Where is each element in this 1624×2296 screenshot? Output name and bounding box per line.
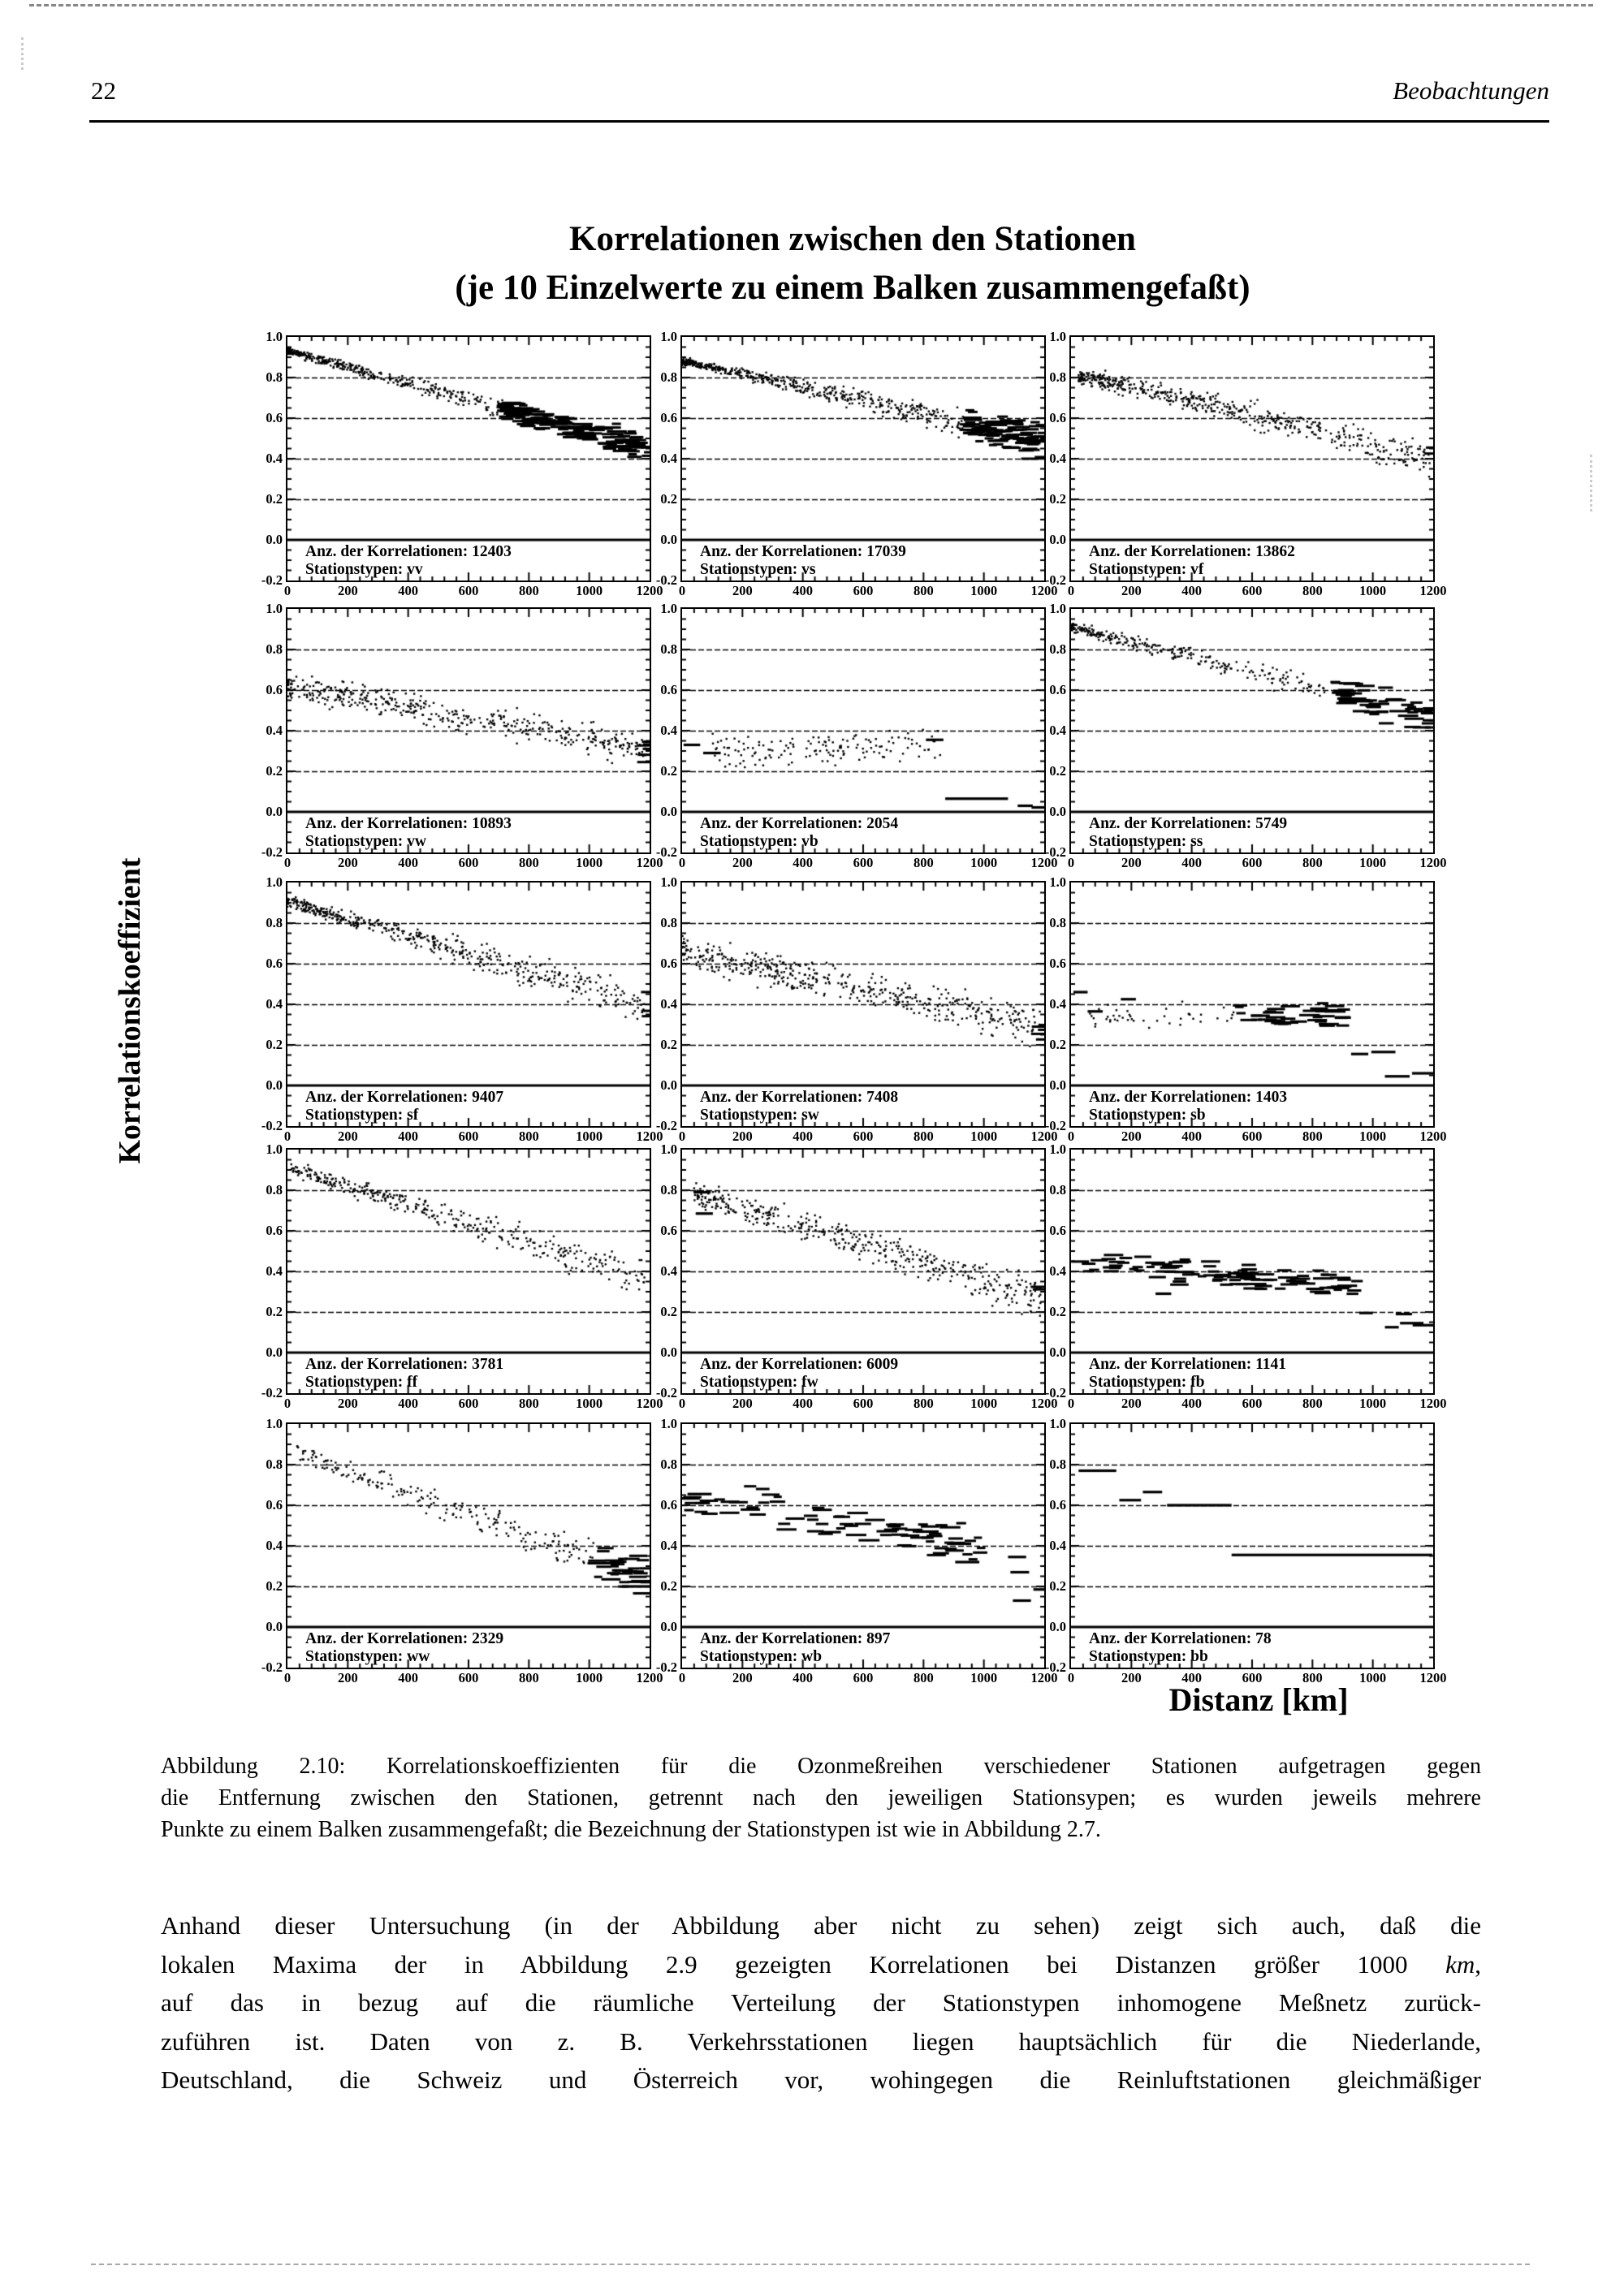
- y-tick-label: 0.0: [266, 1619, 283, 1634]
- y-tick-label: 0.2: [1049, 1037, 1066, 1052]
- y-tick-label: 0.6: [266, 1223, 283, 1238]
- y-tick-label: -0.2: [1044, 1118, 1066, 1133]
- x-tick-label: 1200: [1030, 1396, 1058, 1411]
- station-type-label: Stationstypen: ww: [305, 1648, 430, 1665]
- x-tick-label: 0: [1067, 1670, 1075, 1685]
- x-tick-label: 600: [458, 1396, 479, 1411]
- plot-annotation: [1089, 1356, 1286, 1392]
- body-line: zuführen ist. Daten von z. B. Verkehrsstationen liegen hauptsächlich für die Niederlande,: [161, 2026, 1481, 2056]
- y-tick-label: 0.0: [660, 1619, 677, 1634]
- y-tick-label: -0.2: [261, 1118, 283, 1133]
- x-tick-label: 200: [732, 1129, 753, 1144]
- x-tick-label: 1200: [636, 1396, 663, 1411]
- x-tick-label: 1200: [1419, 583, 1447, 598]
- plot-annotation: [305, 815, 512, 851]
- correlation-count-label: Anz. der Korrelationen: 1403: [1089, 1089, 1288, 1106]
- y-tick-label: 0.2: [266, 1037, 283, 1052]
- x-tick-label: 400: [793, 583, 814, 598]
- y-tick-label: 0.4: [660, 1538, 677, 1553]
- x-tick-label: 800: [518, 1129, 539, 1144]
- y-tick-label: 1.0: [1049, 1142, 1066, 1157]
- y-tick-label: -0.2: [1044, 1659, 1066, 1675]
- caption-line: Abbildung 2.10: Korrelationskoeffizienten für die Ozonmeßreihen verschiedener Stationen aufgetragen gegen: [161, 1754, 1481, 1779]
- x-tick-label: 200: [337, 583, 358, 598]
- x-tick-label: 800: [913, 855, 934, 870]
- x-tick-label: 600: [458, 1670, 479, 1685]
- y-tick-label: 0.2: [660, 1037, 677, 1052]
- page-number: 22: [91, 76, 116, 105]
- x-tick-label: 1200: [1419, 1129, 1447, 1144]
- body-line-part: lokalen Maxima der in Abbildung 2.9 gezeigten Korrelationen bei Distanzen größer 1000: [161, 1949, 1446, 1979]
- station-type-label: Stationstypen: bb: [1089, 1648, 1208, 1665]
- x-tick-label: 400: [793, 855, 814, 870]
- y-tick-label: 0.0: [1049, 532, 1066, 547]
- y-tick-label: 0.4: [1049, 1538, 1066, 1553]
- body-line-km-italic: km: [1445, 1949, 1475, 1979]
- subplot-fw: [655, 1142, 1058, 1411]
- y-tick-label: 0.4: [266, 1538, 283, 1553]
- x-tick-label: 1200: [636, 1670, 663, 1685]
- correlation-count-label: Anz. der Korrelationen: 897: [700, 1630, 891, 1647]
- x-tick-label: 600: [853, 855, 874, 870]
- y-tick-label: 0.0: [660, 1077, 677, 1093]
- x-tick-label: 1000: [576, 1670, 603, 1685]
- body-paragraph: [161, 1906, 1481, 2100]
- y-tick-label: 0.6: [266, 956, 283, 971]
- x-tick-label: 600: [1242, 855, 1263, 870]
- y-tick-label: 1.0: [266, 874, 283, 890]
- correlation-count-label: Anz. der Korrelationen: 9407: [305, 1089, 504, 1106]
- correlation-count-label: Anz. der Korrelationen: 1141: [1089, 1356, 1287, 1373]
- y-tick-label: 1.0: [266, 1142, 283, 1157]
- x-tick-label: 200: [732, 1396, 753, 1411]
- x-tick-label: 0: [1067, 855, 1075, 870]
- y-tick-label: 0.8: [660, 1182, 677, 1198]
- x-tick-label: 1200: [636, 855, 663, 870]
- y-tick-label: 0.4: [660, 451, 677, 466]
- y-tick-label: 0.6: [266, 1497, 283, 1513]
- x-tick-label: 0: [283, 583, 292, 598]
- x-tick-label: 0: [678, 855, 686, 870]
- y-tick-label: 0.6: [1049, 1223, 1066, 1238]
- x-tick-label: 400: [1181, 855, 1203, 870]
- x-tick-label: 800: [518, 1670, 539, 1685]
- x-tick-label: 0: [678, 583, 686, 598]
- x-tick-label: 400: [1181, 1396, 1203, 1411]
- body-line: Deutschland, die Schweiz und Österreich vor, wohingegen die Reinluftstationen gleichmäßiger: [161, 2065, 1481, 2094]
- y-tick-label: 0.4: [1049, 451, 1066, 466]
- y-tick-label: -0.2: [655, 1118, 677, 1133]
- subplot-bb: [1044, 1416, 1447, 1685]
- y-tick-label: 0.8: [1049, 369, 1066, 385]
- x-tick-label: 1200: [1030, 583, 1058, 598]
- station-type-label: Stationstypen: wb: [700, 1648, 823, 1665]
- body-line: [161, 1945, 1481, 1984]
- y-tick-label: 0.8: [1049, 1457, 1066, 1472]
- y-tick-label: -0.2: [261, 1385, 283, 1400]
- y-tick-label: 0.8: [266, 915, 283, 930]
- x-tick-label: 200: [1121, 1396, 1142, 1411]
- y-tick-label: 0.6: [1049, 956, 1066, 971]
- subplot-vs: [655, 329, 1058, 598]
- y-tick-label: 0.2: [266, 491, 283, 507]
- x-tick-label: 800: [1302, 583, 1323, 598]
- plot-annotation: [305, 1089, 503, 1124]
- x-tick-label: 800: [913, 1129, 934, 1144]
- x-tick-label: 400: [398, 583, 419, 598]
- y-tick-label: 1.0: [660, 874, 677, 890]
- y-tick-label: 0.0: [266, 804, 283, 819]
- y-tick-label: 1.0: [266, 329, 283, 344]
- correlation-count-label: Anz. der Korrelationen: 5749: [1089, 815, 1288, 832]
- y-tick-label: 0.4: [266, 996, 283, 1012]
- plot-annotation: [1089, 543, 1295, 579]
- correlation-count-label: Anz. der Korrelationen: 78: [1089, 1630, 1272, 1647]
- plot-annotation: [1089, 1630, 1272, 1666]
- x-tick-label: 0: [678, 1396, 686, 1411]
- x-tick-label: 200: [1121, 855, 1142, 870]
- y-tick-label: -0.2: [655, 1385, 677, 1400]
- x-tick-label: 600: [853, 1670, 874, 1685]
- y-tick-label: -0.2: [655, 844, 677, 860]
- x-tick-label: 800: [1302, 855, 1323, 870]
- y-tick-label: 0.6: [266, 410, 283, 425]
- subplot-vv: [261, 329, 663, 598]
- x-tick-label: 600: [458, 855, 479, 870]
- x-tick-label: 1200: [1419, 1670, 1447, 1685]
- y-tick-label: -0.2: [1044, 1385, 1066, 1400]
- running-head: Beobachtungen: [1393, 76, 1549, 105]
- x-tick-label: 1200: [1419, 1396, 1447, 1411]
- x-tick-label: 600: [853, 1396, 874, 1411]
- y-tick-label: 0.4: [660, 1263, 677, 1279]
- correlation-count-label: Anz. der Korrelationen: 17039: [700, 543, 906, 560]
- x-tick-label: 1000: [970, 1129, 998, 1144]
- y-tick-label: 1.0: [1049, 329, 1066, 344]
- x-tick-label: 600: [853, 1129, 874, 1144]
- y-tick-label: 0.6: [660, 1223, 677, 1238]
- y-tick-label: 0.4: [660, 723, 677, 738]
- station-type-label: Stationstypen: vv: [305, 561, 423, 578]
- x-tick-label: 200: [732, 855, 753, 870]
- body-line: auf das in bezug auf die räumliche Verteilung der Stationstypen inhomogene Meßnetz zurück-: [161, 1988, 1481, 2017]
- plot-annotation: [1089, 815, 1287, 851]
- y-tick-label: 0.2: [660, 763, 677, 779]
- caption-line: Punkte zu einem Balken zusammengefaßt; die Bezeichnung der Stationstypen ist wie in Abbildung 2.7.: [161, 1817, 1101, 1842]
- x-tick-label: 200: [337, 1396, 358, 1411]
- x-tick-label: 200: [1121, 1670, 1142, 1685]
- x-tick-label: 600: [458, 583, 479, 598]
- x-tick-label: 0: [283, 1396, 292, 1411]
- y-tick-label: 0.0: [660, 804, 677, 819]
- x-tick-label: 1200: [1419, 855, 1447, 870]
- x-tick-label: 0: [283, 1670, 292, 1685]
- subplot-sw: [655, 874, 1058, 1144]
- station-type-label: Stationstypen: fb: [1089, 1374, 1205, 1391]
- x-tick-label: 800: [1302, 1396, 1323, 1411]
- subplot-sf: [261, 874, 663, 1144]
- x-tick-label: 1000: [576, 855, 603, 870]
- station-type-label: Stationstypen: vb: [700, 833, 818, 850]
- x-tick-label: 400: [793, 1670, 814, 1685]
- y-tick-label: 0.8: [266, 1182, 283, 1198]
- y-tick-label: 0.4: [266, 1263, 283, 1279]
- y-tick-label: -0.2: [1044, 572, 1066, 588]
- y-tick-label: 0.8: [266, 641, 283, 657]
- y-tick-label: 1.0: [266, 601, 283, 616]
- correlation-count-label: Anz. der Korrelationen: 2329: [305, 1630, 504, 1647]
- station-type-label: Stationstypen: vs: [700, 561, 816, 578]
- y-tick-label: 0.4: [1049, 996, 1066, 1012]
- y-tick-label: 0.6: [1049, 410, 1066, 425]
- station-type-label: Stationstypen: vw: [305, 833, 426, 850]
- correlation-count-label: Anz. der Korrelationen: 10893: [305, 815, 512, 832]
- y-tick-label: 0.8: [660, 915, 677, 930]
- station-type-label: Stationstypen: fw: [700, 1374, 818, 1391]
- y-tick-label: 0.2: [1049, 491, 1066, 507]
- figure-title-line2: (je 10 Einzelwerte zu einem Balken zusammengefaßt): [455, 269, 1250, 307]
- y-tick-label: 0.0: [1049, 804, 1066, 819]
- y-tick-label: 0.4: [660, 996, 677, 1012]
- station-type-label: Stationstypen: ss: [1089, 833, 1203, 850]
- x-tick-label: 1000: [1359, 1129, 1387, 1144]
- x-tick-label: 0: [283, 855, 292, 870]
- x-tick-label: 400: [398, 855, 419, 870]
- y-tick-label: 0.0: [266, 1344, 283, 1360]
- y-tick-label: 0.8: [660, 1457, 677, 1472]
- y-tick-label: 0.0: [266, 532, 283, 547]
- x-tick-label: 1000: [970, 1396, 998, 1411]
- y-tick-label: 1.0: [660, 329, 677, 344]
- y-tick-label: 0.2: [1049, 1304, 1066, 1319]
- x-tick-label: 400: [398, 1670, 419, 1685]
- y-tick-label: -0.2: [261, 844, 283, 860]
- y-tick-label: 0.2: [660, 1578, 677, 1594]
- y-tick-label: 0.8: [266, 1457, 283, 1472]
- y-tick-label: 0.0: [1049, 1344, 1066, 1360]
- x-tick-label: 200: [1121, 1129, 1142, 1144]
- x-tick-label: 0: [283, 1129, 292, 1144]
- y-tick-label: 0.6: [660, 682, 677, 697]
- y-tick-label: 0.8: [660, 369, 677, 385]
- y-tick-label: -0.2: [261, 572, 283, 588]
- plot-annotation: [700, 543, 906, 579]
- x-tick-label: 1000: [1359, 583, 1387, 598]
- x-tick-label: 200: [732, 583, 753, 598]
- x-tick-label: 800: [913, 1670, 934, 1685]
- x-tick-label: 1200: [1030, 855, 1058, 870]
- x-tick-label: 1200: [1030, 1129, 1058, 1144]
- y-tick-label: 0.6: [660, 1497, 677, 1513]
- x-tick-label: 800: [913, 583, 934, 598]
- x-tick-label: 600: [1242, 1396, 1263, 1411]
- y-tick-label: 0.6: [1049, 1497, 1066, 1513]
- y-tick-label: 1.0: [660, 1416, 677, 1431]
- y-tick-label: 0.0: [660, 532, 677, 547]
- x-tick-label: 200: [337, 1670, 358, 1685]
- x-tick-label: 1000: [1359, 1396, 1387, 1411]
- y-tick-label: 1.0: [1049, 874, 1066, 890]
- y-tick-label: 0.8: [266, 369, 283, 385]
- plot-annotation: [700, 1630, 890, 1666]
- y-tick-label: -0.2: [261, 1659, 283, 1675]
- y-tick-label: -0.2: [655, 572, 677, 588]
- subplot-fb: [1044, 1142, 1447, 1411]
- x-tick-label: 800: [518, 583, 539, 598]
- y-axis-label: Korrelationskoeffizient: [113, 857, 147, 1164]
- x-tick-label: 400: [398, 1129, 419, 1144]
- body-line-part: ,: [1475, 1949, 1481, 1979]
- subplot-ss: [1044, 601, 1447, 870]
- x-tick-label: 400: [398, 1396, 419, 1411]
- x-tick-label: 600: [1242, 1129, 1263, 1144]
- y-tick-label: 1.0: [660, 601, 677, 616]
- y-tick-label: 0.4: [266, 451, 283, 466]
- station-type-label: Stationstypen: vf: [1089, 561, 1204, 578]
- x-tick-label: 800: [518, 1396, 539, 1411]
- station-type-label: Stationstypen: sb: [1089, 1107, 1206, 1124]
- y-tick-label: 0.8: [1049, 641, 1066, 657]
- y-tick-label: 0.2: [660, 1304, 677, 1319]
- y-tick-label: 0.2: [1049, 763, 1066, 779]
- subplot-sb: [1044, 874, 1447, 1144]
- station-type-label: Stationstypen: sw: [700, 1107, 819, 1124]
- x-tick-label: 1000: [1359, 855, 1387, 870]
- x-tick-label: 400: [793, 1129, 814, 1144]
- correlation-count-label: Anz. der Korrelationen: 7408: [700, 1089, 899, 1106]
- plot-annotation: [305, 1630, 503, 1666]
- x-tick-label: 1000: [970, 583, 998, 598]
- x-tick-label: 200: [337, 855, 358, 870]
- x-tick-label: 200: [1121, 583, 1142, 598]
- caption-line: die Entfernung zwischen den Stationen, getrennt nach den jeweiligen Stationsypen; es wurden jeweils mehrere: [161, 1785, 1481, 1810]
- plot-annotation: [305, 543, 512, 579]
- x-tick-label: 400: [1181, 583, 1203, 598]
- y-tick-label: 0.8: [660, 641, 677, 657]
- x-tick-label: 1200: [1030, 1670, 1058, 1685]
- correlation-count-label: Anz. der Korrelationen: 2054: [700, 815, 899, 832]
- x-tick-label: 1200: [636, 583, 663, 598]
- station-type-label: Stationstypen: ff: [305, 1374, 418, 1391]
- y-tick-label: 0.4: [1049, 723, 1066, 738]
- x-tick-label: 400: [793, 1396, 814, 1411]
- correlation-count-label: Anz. der Korrelationen: 12403: [305, 543, 512, 560]
- x-tick-label: 0: [678, 1670, 686, 1685]
- plot-annotation: [700, 1089, 898, 1124]
- x-tick-label: 800: [518, 855, 539, 870]
- y-tick-label: -0.2: [1044, 844, 1066, 860]
- x-tick-label: 1200: [636, 1129, 663, 1144]
- y-tick-label: 1.0: [1049, 601, 1066, 616]
- plot-annotation: [700, 1356, 898, 1392]
- x-tick-label: 600: [853, 583, 874, 598]
- y-tick-label: 0.0: [660, 1344, 677, 1360]
- subplot-ww: [261, 1416, 663, 1685]
- y-tick-label: 1.0: [1049, 1416, 1066, 1431]
- subplot-vf: [1044, 329, 1447, 598]
- y-tick-label: 0.2: [660, 491, 677, 507]
- x-tick-label: 1000: [576, 1396, 603, 1411]
- subplot-wb: [655, 1416, 1058, 1685]
- x-tick-label: 200: [732, 1670, 753, 1685]
- y-tick-label: 0.2: [266, 763, 283, 779]
- y-tick-label: 0.4: [1049, 1263, 1066, 1279]
- y-tick-label: -0.2: [655, 1659, 677, 1675]
- y-tick-label: 0.8: [1049, 1182, 1066, 1198]
- y-tick-label: 0.4: [266, 723, 283, 738]
- plot-annotation: [305, 1356, 503, 1392]
- x-tick-label: 400: [1181, 1670, 1203, 1685]
- x-tick-label: 1000: [576, 1129, 603, 1144]
- body-line: Anhand dieser Untersuchung (in der Abbildung aber nicht zu sehen) zeigt sich auch, daß die: [161, 1911, 1481, 1940]
- y-tick-label: 0.2: [266, 1578, 283, 1594]
- y-tick-label: 0.6: [660, 956, 677, 971]
- y-tick-label: 0.0: [1049, 1077, 1066, 1093]
- x-tick-label: 600: [458, 1129, 479, 1144]
- x-tick-label: 1000: [970, 1670, 998, 1685]
- figure-caption: [161, 1750, 1481, 1845]
- x-tick-label: 1000: [1359, 1670, 1387, 1685]
- x-tick-label: 0: [678, 1129, 686, 1144]
- y-tick-label: 0.2: [1049, 1578, 1066, 1594]
- x-tick-label: 600: [1242, 1670, 1263, 1685]
- x-tick-label: 0: [1067, 583, 1075, 598]
- y-tick-label: 0.0: [1049, 1619, 1066, 1634]
- station-type-label: Stationstypen: sf: [305, 1107, 419, 1124]
- y-tick-label: 1.0: [660, 1142, 677, 1157]
- x-tick-label: 200: [337, 1129, 358, 1144]
- y-tick-label: 0.0: [266, 1077, 283, 1093]
- correlation-count-label: Anz. der Korrelationen: 6009: [700, 1356, 899, 1373]
- figure-title-line1: Korrelationen zwischen den Stationen: [569, 220, 1136, 258]
- x-tick-label: 600: [1242, 583, 1263, 598]
- y-tick-label: 0.6: [660, 410, 677, 425]
- y-tick-label: 0.2: [266, 1304, 283, 1319]
- subplot-vb: [655, 601, 1058, 870]
- x-tick-label: 0: [1067, 1129, 1075, 1144]
- x-tick-label: 1000: [576, 583, 603, 598]
- x-tick-label: 400: [1181, 1129, 1203, 1144]
- correlation-count-label: Anz. der Korrelationen: 13862: [1089, 543, 1295, 560]
- subplot-ff: [261, 1142, 663, 1411]
- x-tick-label: 0: [1067, 1396, 1075, 1411]
- x-tick-label: 1000: [970, 855, 998, 870]
- x-tick-label: 800: [1302, 1670, 1323, 1685]
- x-axis-label: Distanz [km]: [1168, 1681, 1349, 1718]
- correlation-count-label: Anz. der Korrelationen: 3781: [305, 1356, 504, 1373]
- y-tick-label: 0.6: [266, 682, 283, 697]
- plot-annotation: [700, 815, 898, 851]
- subplot-vw: [261, 601, 663, 870]
- x-tick-label: 800: [913, 1396, 934, 1411]
- y-tick-label: 0.8: [1049, 915, 1066, 930]
- y-tick-label: 0.6: [1049, 682, 1066, 697]
- plot-annotation: [1089, 1089, 1287, 1124]
- x-tick-label: 800: [1302, 1129, 1323, 1144]
- y-tick-label: 1.0: [266, 1416, 283, 1431]
